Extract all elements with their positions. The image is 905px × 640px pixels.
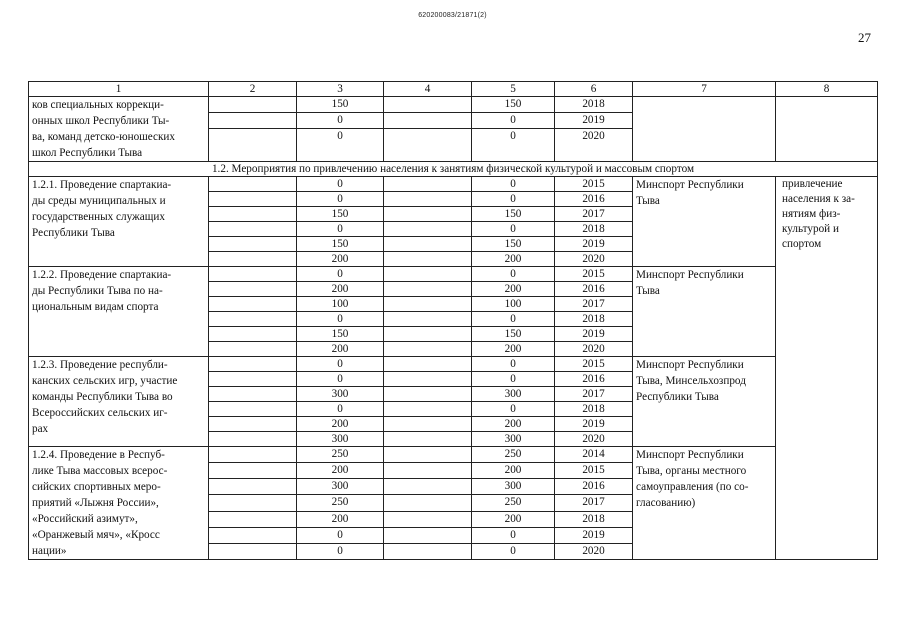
program-table: [28, 81, 878, 560]
funding-regional: 200: [472, 511, 555, 527]
funding-regional: 0: [472, 312, 555, 327]
activity-description: 1.2.2. Проведение спартакиа- ды Республики Тыва по на- циональным видам спорта: [29, 267, 209, 357]
year: 2017: [555, 495, 633, 511]
column-header: 5: [472, 82, 555, 97]
funding-total: 300: [297, 432, 384, 447]
funding-regional: 0: [472, 402, 555, 417]
column-header: 6: [555, 82, 633, 97]
funding-regional: 150: [472, 207, 555, 222]
funding-regional: 300: [472, 387, 555, 402]
activity-description: 1.2.4. Проведение в Респуб- лике Тыва массовых всерос- сийских спортивных меро- приятий «Лыжня России», «Российский азимут», «Оранжевый мяч», «Кросс нации»: [29, 447, 209, 560]
funding-total: 200: [297, 252, 384, 267]
table-row: [29, 177, 878, 192]
year: 2015: [555, 267, 633, 282]
funding-total: 0: [297, 267, 384, 282]
year: 2018: [555, 97, 633, 113]
funding-total: 0: [297, 527, 384, 543]
funding-regional: 150: [472, 97, 555, 113]
activity-description: 1.2.3. Проведение республи- канских сельских игр, участие команды Республики Тыва во Всероссийских сельских иг- рах: [29, 357, 209, 447]
table-row: [29, 97, 878, 113]
year: 2015: [555, 177, 633, 192]
table-row: [29, 447, 878, 463]
section-title: 1.2. Мероприятия по привлечению населения к занятиям физической культурой и массовым спортом: [29, 162, 878, 177]
funding-regional: 150: [472, 327, 555, 342]
funding-total: 200: [297, 417, 384, 432]
activity-description: 1.2.1. Проведение спартакиа- ды среды муниципальных и государственных служащих Республики Тыва: [29, 177, 209, 267]
year: 2019: [555, 237, 633, 252]
year: 2016: [555, 479, 633, 495]
year: 2018: [555, 511, 633, 527]
funding-regional: 300: [472, 432, 555, 447]
funding-total: 0: [297, 177, 384, 192]
year: 2019: [555, 527, 633, 543]
column-header: 7: [633, 82, 776, 97]
funding-regional: 200: [472, 252, 555, 267]
year: 2018: [555, 222, 633, 237]
year: 2015: [555, 357, 633, 372]
funding-total: 200: [297, 342, 384, 357]
table-row: [29, 267, 878, 282]
funding-total: 0: [297, 543, 384, 559]
document-id: 620200083/21871(2): [418, 12, 487, 19]
funding-regional: 150: [472, 237, 555, 252]
column-header-row: [29, 82, 878, 97]
year: 2018: [555, 402, 633, 417]
column-header: 8: [776, 82, 878, 97]
funding-total: 300: [297, 479, 384, 495]
funding-regional: 300: [472, 479, 555, 495]
year: 2020: [555, 128, 633, 161]
funding-regional: 200: [472, 342, 555, 357]
funding-total: 200: [297, 511, 384, 527]
funding-total: 150: [297, 327, 384, 342]
year: 2017: [555, 207, 633, 222]
year: 2017: [555, 297, 633, 312]
funding-total: 250: [297, 447, 384, 463]
funding-total: 0: [297, 402, 384, 417]
year: 2020: [555, 543, 633, 559]
section-row: [29, 162, 878, 177]
funding-total: 250: [297, 495, 384, 511]
funding-total: 300: [297, 387, 384, 402]
responsible: [633, 97, 776, 162]
column-header: 1: [29, 82, 209, 97]
expected-result: [776, 97, 878, 162]
funding-regional: 0: [472, 192, 555, 207]
funding-total: 0: [297, 192, 384, 207]
funding-regional: 200: [472, 417, 555, 432]
funding-total: 0: [297, 357, 384, 372]
year: 2020: [555, 252, 633, 267]
column-header: 2: [209, 82, 297, 97]
table-row: [29, 357, 878, 372]
funding-total: 100: [297, 297, 384, 312]
funding-regional: 100: [472, 297, 555, 312]
funding-regional: 0: [472, 267, 555, 282]
funding-total: 0: [297, 222, 384, 237]
funding-regional: 0: [472, 177, 555, 192]
year: 2019: [555, 417, 633, 432]
activity-description: ков специальных коррекци- онных школ Республики Ты- ва, команд детско-юношеских школ Республики Тыва: [29, 97, 209, 162]
funding-regional: 0: [472, 527, 555, 543]
funding-regional: 0: [472, 222, 555, 237]
year: 2020: [555, 342, 633, 357]
column-header: 3: [297, 82, 384, 97]
year: 2016: [555, 192, 633, 207]
funding-regional: 250: [472, 495, 555, 511]
responsible: Минспорт Республики Тыва, Минсельхозпрод Республики Тыва: [633, 357, 776, 447]
responsible: Минспорт Республики Тыва: [633, 177, 776, 267]
funding-total: 200: [297, 463, 384, 479]
year: 2017: [555, 387, 633, 402]
funding-total: 0: [297, 372, 384, 387]
year: 2019: [555, 327, 633, 342]
year: 2019: [555, 112, 633, 128]
expected-result: привлечение населения к за- нятиям физ- культурой и спортом: [776, 177, 878, 560]
funding-regional: 0: [472, 128, 555, 161]
column-header: 4: [384, 82, 472, 97]
funding-total: 0: [297, 312, 384, 327]
funding-total: 150: [297, 207, 384, 222]
year: 2016: [555, 282, 633, 297]
year: 2015: [555, 463, 633, 479]
funding-regional: 0: [472, 372, 555, 387]
year: 2014: [555, 447, 633, 463]
page-number: 27: [858, 30, 871, 45]
funding-regional: 250: [472, 447, 555, 463]
funding-regional: 200: [472, 463, 555, 479]
funding-regional: 0: [472, 543, 555, 559]
responsible: Минспорт Республики Тыва, органы местного самоуправления (по со- гласованию): [633, 447, 776, 560]
funding-total: 0: [297, 128, 384, 161]
year: 2020: [555, 432, 633, 447]
funding-regional: 0: [472, 357, 555, 372]
funding-total: 150: [297, 97, 384, 113]
funding-regional: 0: [472, 112, 555, 128]
funding-total: 200: [297, 282, 384, 297]
responsible: Минспорт Республики Тыва: [633, 267, 776, 357]
year: 2018: [555, 312, 633, 327]
funding-total: 150: [297, 237, 384, 252]
funding-total: 0: [297, 112, 384, 128]
funding-regional: 200: [472, 282, 555, 297]
year: 2016: [555, 372, 633, 387]
